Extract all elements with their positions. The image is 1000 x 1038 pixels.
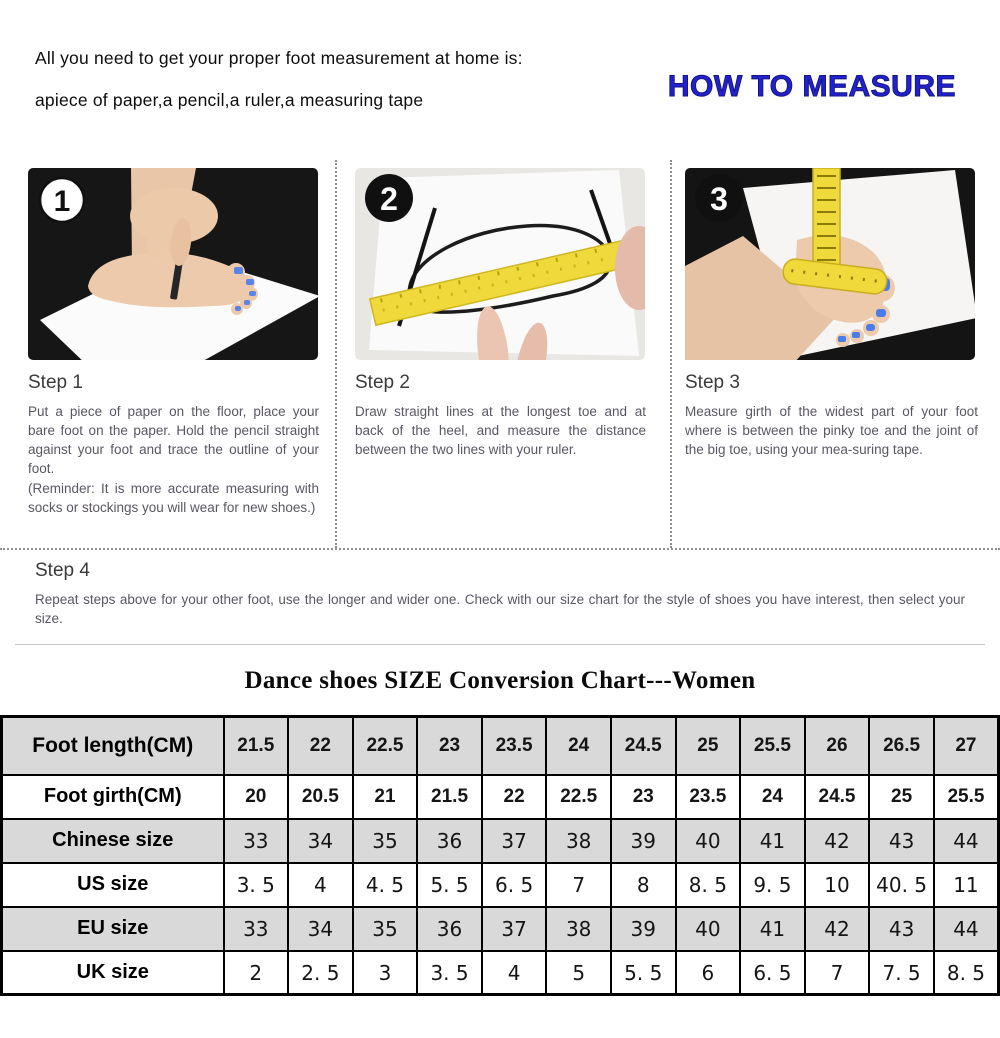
size-chart-cell: 8 xyxy=(611,863,676,907)
step-3-photo xyxy=(685,168,975,360)
size-chart-cell: 41 xyxy=(740,907,805,951)
size-chart-cell: 26 xyxy=(805,717,870,775)
size-chart-row xyxy=(2,775,999,819)
size-chart-cell: 2 xyxy=(224,951,289,995)
size-chart-cell: 34 xyxy=(288,819,353,863)
size-chart-cell: 24.5 xyxy=(611,717,676,775)
step-4-section xyxy=(0,550,1000,628)
size-chart-cell: 36 xyxy=(417,819,482,863)
size-chart-cell: 7 xyxy=(805,951,870,995)
how-to-measure-heading: HOW TO MEASURE xyxy=(667,70,956,103)
size-chart-cell: 33 xyxy=(224,819,289,863)
step-2-badge-number: 2 xyxy=(380,181,398,217)
size-chart-row xyxy=(2,863,999,907)
step-4-title: Step 4 xyxy=(35,560,90,581)
size-chart-cell: 8. 5 xyxy=(676,863,741,907)
size-chart-table xyxy=(0,715,1000,996)
size-chart-cell: 25.5 xyxy=(740,717,805,775)
size-chart-cell: 6 xyxy=(676,951,741,995)
toenail xyxy=(234,267,243,274)
size-chart-cell: 37 xyxy=(482,819,547,863)
step-3-body: Measure girth of the widest part of your foot where is between the pinky toe and the joint of the big toe, using your mea-suring tape. xyxy=(685,404,978,458)
size-chart-cell: 20 xyxy=(224,775,289,819)
size-chart-title: Dance shoes SIZE Conversion Chart---Women xyxy=(244,667,756,695)
size-chart-cell: 26.5 xyxy=(869,717,934,775)
size-chart-cell: 21.5 xyxy=(417,775,482,819)
size-chart-cell: 39 xyxy=(611,907,676,951)
size-chart-cell: 22.5 xyxy=(546,775,611,819)
size-chart-cell: 5. 5 xyxy=(417,863,482,907)
size-chart-cell: 44 xyxy=(934,819,999,863)
size-chart-cell: 35 xyxy=(353,819,418,863)
size-chart-row xyxy=(2,717,999,775)
size-chart-cell: 43 xyxy=(869,819,934,863)
size-chart-row xyxy=(2,819,999,863)
size-chart-cell: 39 xyxy=(611,819,676,863)
size-chart-cell: 4 xyxy=(288,863,353,907)
size-chart-cell: 3. 5 xyxy=(224,863,289,907)
size-chart-row xyxy=(2,951,999,995)
size-chart-row-label: UK size xyxy=(2,951,224,995)
size-chart-row-label: Foot length(CM) xyxy=(2,717,224,775)
size-chart-cell: 44 xyxy=(934,907,999,951)
size-chart-cell: 33 xyxy=(224,907,289,951)
intro-section xyxy=(0,0,1000,160)
step-3-column xyxy=(672,160,1000,548)
step-2-column xyxy=(337,160,672,548)
size-chart-cell: 24 xyxy=(740,775,805,819)
step-2-title: Step 2 xyxy=(355,372,410,393)
step-2-photo xyxy=(355,168,645,360)
steps-section xyxy=(0,160,1000,550)
size-chart-cell: 5 xyxy=(546,951,611,995)
size-chart-cell: 23.5 xyxy=(676,775,741,819)
size-chart-row xyxy=(2,907,999,951)
size-chart-cell: 23 xyxy=(611,775,676,819)
size-chart-cell: 41 xyxy=(740,819,805,863)
size-chart-cell: 34 xyxy=(288,907,353,951)
size-chart-cell: 22 xyxy=(288,717,353,775)
step-2-body: Draw straight lines at the longest toe and at back of the heel, and measure the distance between the two lines with your ruler. xyxy=(355,404,646,458)
size-chart-cell: 36 xyxy=(417,907,482,951)
size-chart-cell: 8. 5 xyxy=(934,951,999,995)
size-chart-cell: 23 xyxy=(417,717,482,775)
divider-line xyxy=(15,644,985,645)
intro-line-2: apiece of paper,a pencil,a ruler,a measuring tape xyxy=(35,90,424,110)
size-chart-cell: 11 xyxy=(934,863,999,907)
step-3-title: Step 3 xyxy=(685,372,740,393)
intro-line-1: All you need to get your proper foot measurement at home is: xyxy=(35,48,523,68)
size-chart-cell: 21.5 xyxy=(224,717,289,775)
step-1-column xyxy=(0,160,337,548)
size-chart-row-label: US size xyxy=(2,863,224,907)
size-chart-row-label: Chinese size xyxy=(2,819,224,863)
size-chart-cell: 24.5 xyxy=(805,775,870,819)
size-chart-cell: 38 xyxy=(546,907,611,951)
step-4-body: Repeat steps above for your other foot, use the longer and wider one. Check with our size chart for the style of shoes you have interest, then select your size. xyxy=(35,592,965,627)
size-chart-cell: 10 xyxy=(805,863,870,907)
size-chart-cell: 7 xyxy=(546,863,611,907)
size-chart-row-label: Foot girth(CM) xyxy=(2,775,224,819)
size-chart-cell: 37 xyxy=(482,907,547,951)
size-chart-cell: 2. 5 xyxy=(288,951,353,995)
size-chart-cell: 3. 5 xyxy=(417,951,482,995)
size-chart-cell: 25.5 xyxy=(934,775,999,819)
step-1-badge-number: 1 xyxy=(53,185,71,218)
size-chart-cell: 7. 5 xyxy=(869,951,934,995)
size-chart-cell: 40 xyxy=(676,819,741,863)
size-chart-cell: 25 xyxy=(869,775,934,819)
size-chart-cell: 6. 5 xyxy=(740,951,805,995)
size-chart-cell: 43 xyxy=(869,907,934,951)
size-chart-cell: 21 xyxy=(353,775,418,819)
size-chart-cell: 6. 5 xyxy=(482,863,547,907)
size-chart-cell: 23.5 xyxy=(482,717,547,775)
size-chart-cell: 4. 5 xyxy=(353,863,418,907)
size-chart-cell: 42 xyxy=(805,819,870,863)
step-1-body: Put a piece of paper on the floor, place your bare foot on the paper. Hold the pencil straight against your foot and trace the outline of your foot. (Reminder: It is more accurate measuring with socks or stockings you will wear for new shoes.) xyxy=(28,404,319,515)
size-chart-cell: 22.5 xyxy=(353,717,418,775)
size-chart-cell: 24 xyxy=(546,717,611,775)
size-chart-cell: 20.5 xyxy=(288,775,353,819)
size-chart-cell: 35 xyxy=(353,907,418,951)
size-chart-cell: 27 xyxy=(934,717,999,775)
size-chart-cell: 40. 5 xyxy=(869,863,934,907)
size-chart-cell: 4 xyxy=(482,951,547,995)
step-1-title: Step 1 xyxy=(28,372,83,393)
size-chart-row-label: EU size xyxy=(2,907,224,951)
size-chart-cell: 9. 5 xyxy=(740,863,805,907)
step-3-badge-number: 3 xyxy=(710,181,728,217)
step-1-photo xyxy=(28,168,318,360)
size-chart-cell: 25 xyxy=(676,717,741,775)
size-chart-cell: 3 xyxy=(353,951,418,995)
size-chart-cell: 5. 5 xyxy=(611,951,676,995)
size-chart-cell: 42 xyxy=(805,907,870,951)
size-chart-cell: 38 xyxy=(546,819,611,863)
size-chart-body xyxy=(2,717,999,995)
size-chart-cell: 40 xyxy=(676,907,741,951)
size-chart-cell: 22 xyxy=(482,775,547,819)
